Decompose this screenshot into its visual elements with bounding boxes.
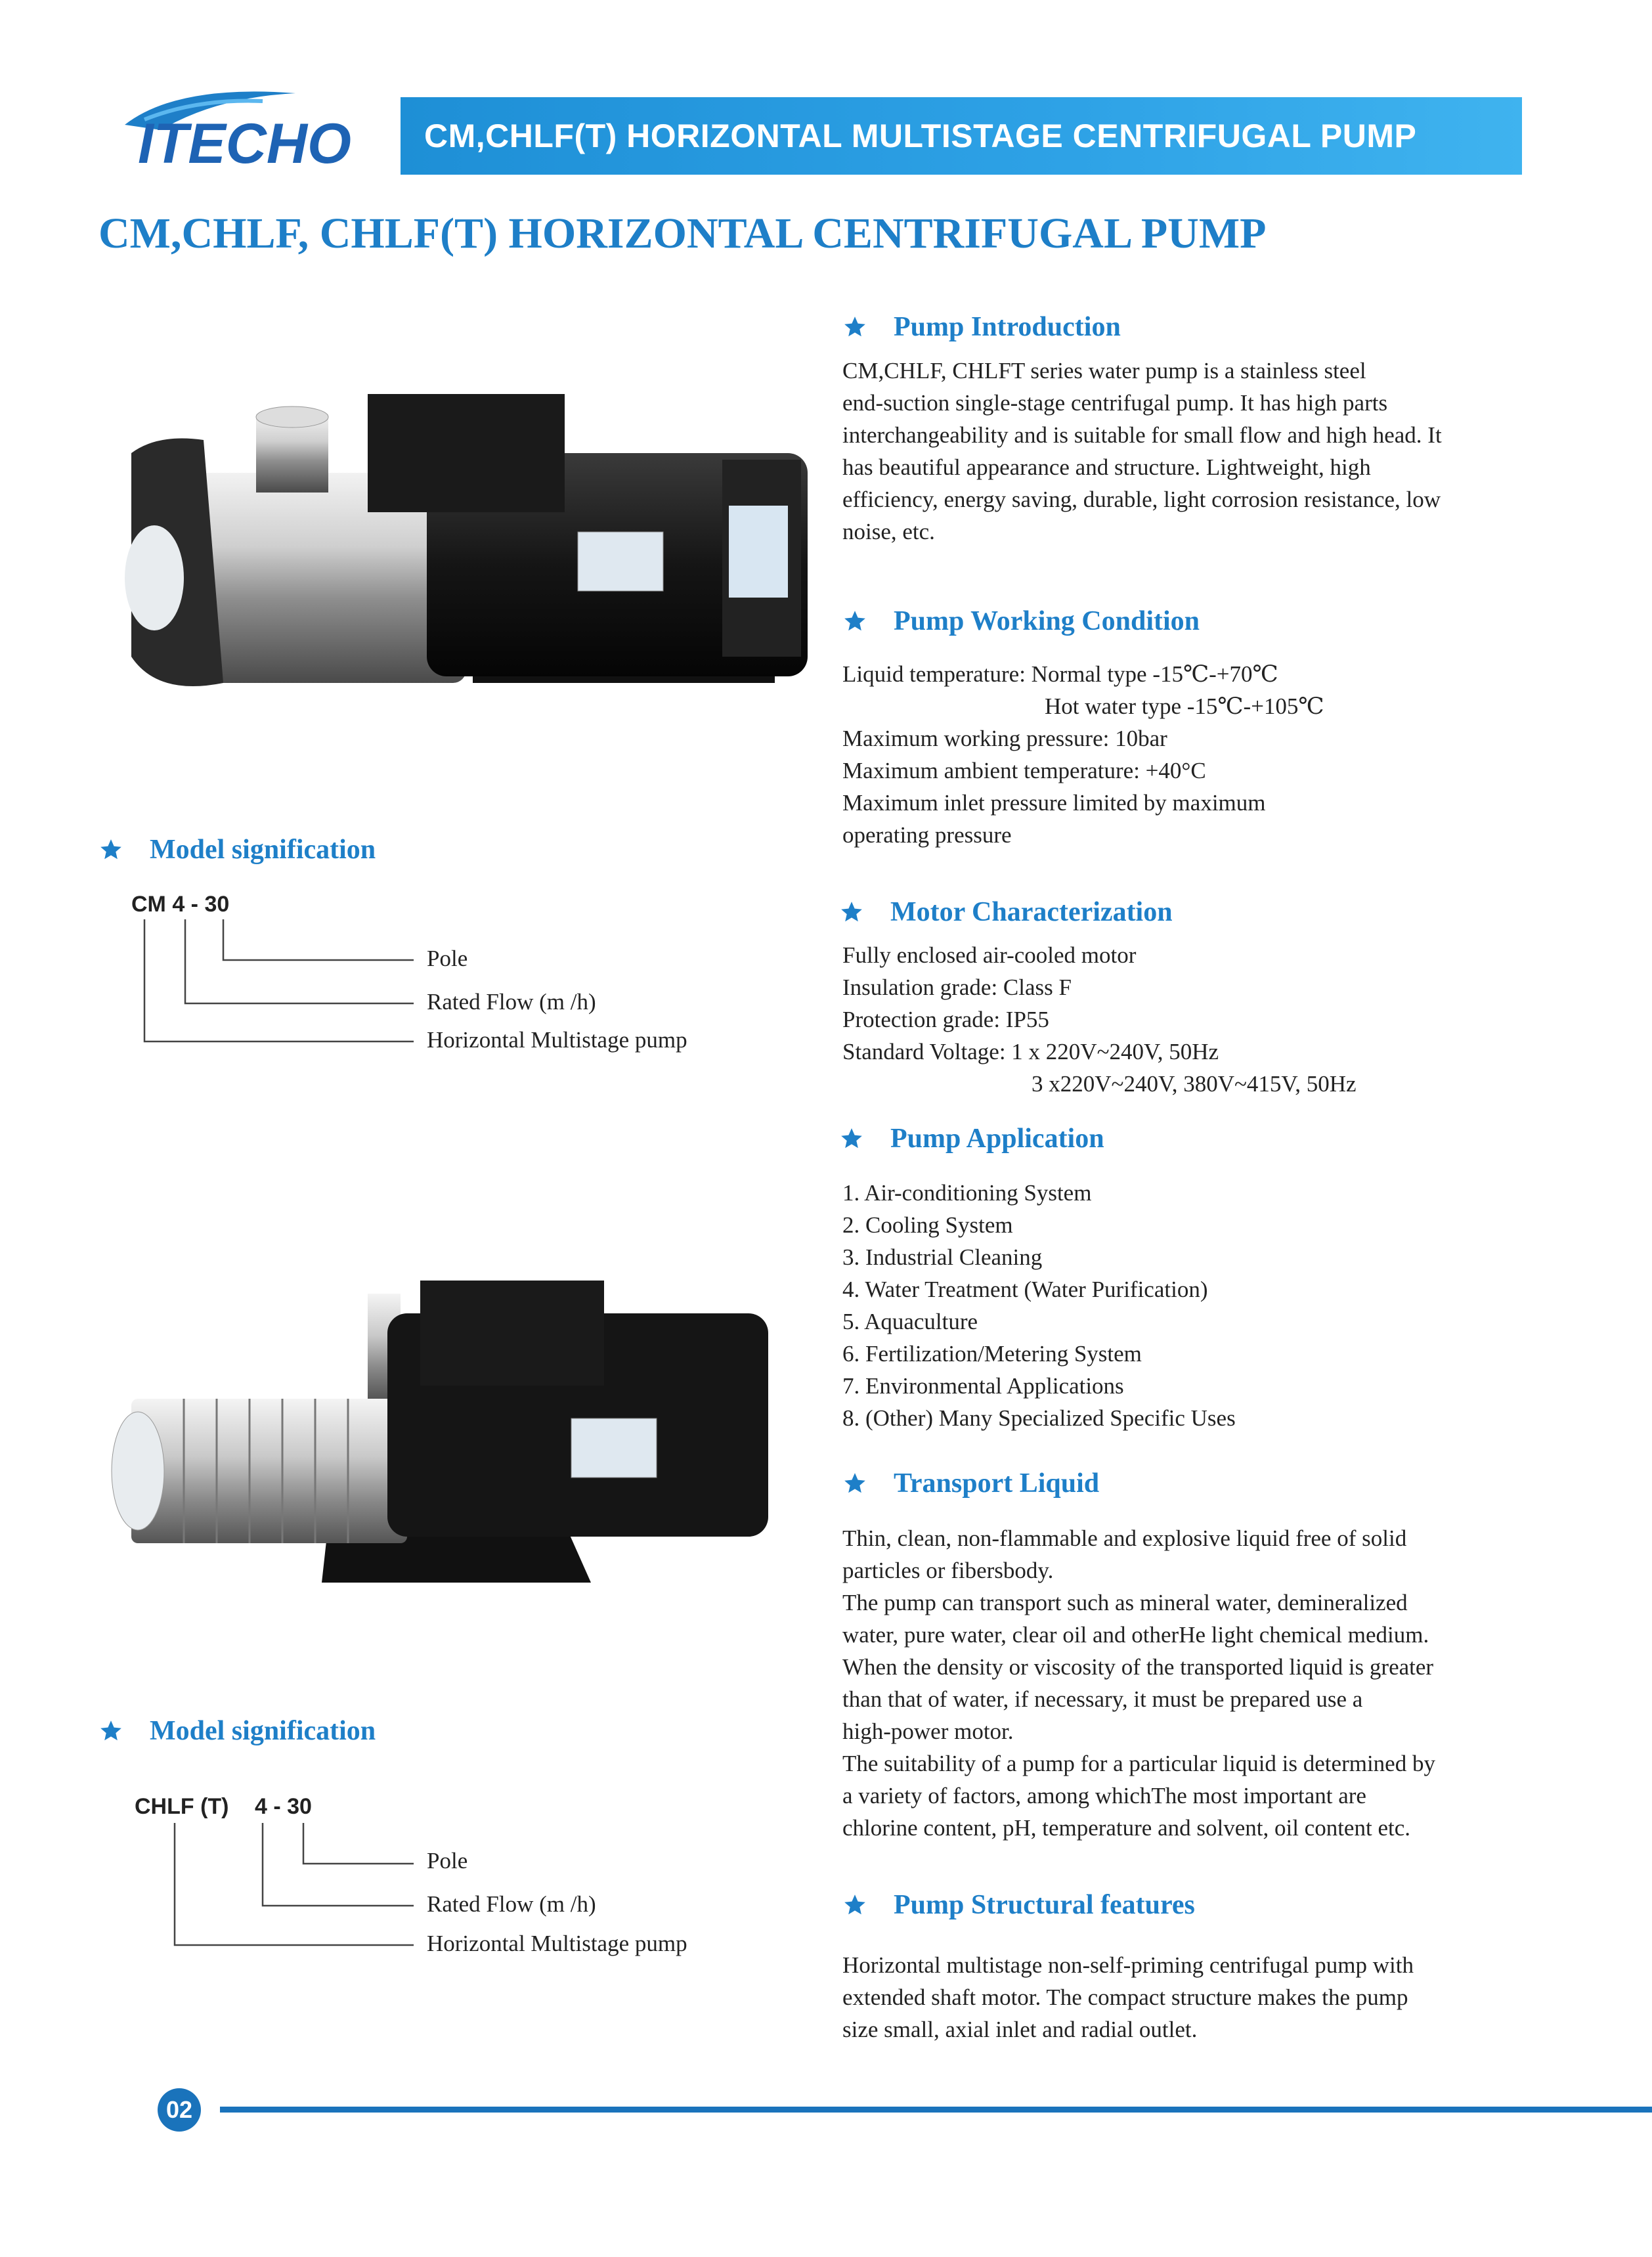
text-line: extended shaft motor. The compact structure makes the pump [842, 1984, 1408, 2010]
model-diagram-lines-cm [131, 919, 420, 1051]
text-line: operating pressure [842, 822, 1012, 848]
list-item: 1. Air-conditioning System [842, 1180, 1092, 1206]
model-code-chlf-b: 4 - 30 [255, 1794, 312, 1819]
page-number: 02 [158, 2088, 201, 2132]
text-line: noise, etc. [842, 519, 935, 544]
pump-introduction-text [842, 355, 1617, 548]
model-label-pole: Pole [427, 1848, 468, 1874]
transport-liquid-heading [842, 1468, 1099, 1499]
list-item: 8. (Other) Many Specialized Specific Uses [842, 1405, 1236, 1431]
model-label-type: Horizontal Multistage pump [427, 1931, 687, 1956]
heading-text: Pump Structural features [894, 1890, 1195, 1920]
text-line: Thin, clean, non-flammable and explosive liquid free of solid [842, 1525, 1407, 1551]
list-item: 7. Environmental Applications [842, 1373, 1124, 1399]
logo-text: ITECHO [138, 112, 351, 175]
text-line: 3 x220V~240V, 380V~415V, 50Hz [1032, 1071, 1357, 1097]
heading-text: Pump Introduction [894, 312, 1121, 342]
text-line: has beautiful appearance and structure. Lightweight, high [842, 454, 1371, 480]
pump-structural-features-heading [842, 1889, 1195, 1921]
model-code-cm: CM 4 - 30 [131, 892, 230, 917]
model-diagram-lines-chlf [164, 1823, 420, 1954]
star-icon [842, 1471, 867, 1496]
text-line: a variety of factors, among whichThe most important are [842, 1783, 1366, 1808]
text-line: Liquid temperature: Normal type -15℃-+70℃ [842, 661, 1278, 687]
star-icon [839, 1126, 864, 1151]
footer-divider [220, 2107, 1652, 2113]
motor-characterization-text [842, 939, 1617, 1100]
text-line: Protection grade: IP55 [842, 1007, 1049, 1032]
page-title: CM,CHLF, CHLF(T) HORIZONTAL CENTRIFUGAL PUMP [98, 209, 1267, 257]
text-line: CM,CHLF, CHLFT series water pump is a stainless steel [842, 358, 1366, 383]
text-line: high-power motor. [842, 1719, 1014, 1744]
pump-introduction-heading [842, 311, 1121, 343]
text-line: Horizontal multistage non-self-priming centrifugal pump with [842, 1952, 1414, 1978]
model-label-flow: Rated Flow (m /h) [427, 1891, 596, 1917]
motor-characterization-heading [839, 896, 1173, 928]
list-item: 2. Cooling System [842, 1212, 1013, 1238]
text-line: Fully enclosed air-cooled motor [842, 942, 1137, 968]
model-label-type: Horizontal Multistage pump [427, 1027, 687, 1053]
star-icon [842, 315, 867, 340]
pump-working-condition-heading [842, 605, 1200, 637]
text-line: The suitability of a pump for a particular liquid is determined by [842, 1751, 1435, 1776]
text-line: chlorine content, pH, temperature and solvent, oil content etc. [842, 1815, 1410, 1841]
model-code-chlf-a: CHLF (T) [135, 1794, 229, 1819]
list-item: 3. Industrial Cleaning [842, 1244, 1043, 1270]
pump-application-heading [839, 1123, 1104, 1154]
heading-text: Model signification [150, 835, 376, 865]
text-line: size small, axial inlet and radial outlet. [842, 2017, 1198, 2042]
text-line: Standard Voltage: 1 x 220V~240V, 50Hz [842, 1039, 1219, 1064]
text-line: Maximum working pressure: 10bar [842, 726, 1167, 751]
text-line: water, pure water, clear oil and otherHe light chemical medium. [842, 1622, 1429, 1648]
model-label-flow: Rated Flow (m /h) [427, 989, 596, 1015]
star-icon [98, 837, 123, 862]
list-item: 5. Aquaculture [842, 1309, 978, 1334]
pump-working-condition-text [842, 658, 1617, 851]
text-line: end-suction single-stage centrifugal pump. It has high parts [842, 390, 1388, 416]
list-item: 6. Fertilization/Metering System [842, 1341, 1142, 1367]
model-signification-heading-cm [98, 834, 376, 866]
text-line: particles or fibersbody. [842, 1558, 1054, 1583]
cm-pump-image [118, 368, 814, 722]
pump-structural-features-text [842, 1949, 1630, 2046]
heading-text: Motor Characterization [890, 897, 1173, 927]
heading-text: Pump Application [890, 1124, 1104, 1154]
text-line: When the density or viscosity of the transported liquid is greater [842, 1654, 1434, 1680]
itecho-logo [98, 79, 387, 177]
star-icon [842, 1893, 867, 1917]
heading-text: Transport Liquid [894, 1468, 1100, 1499]
model-label-pole: Pole [427, 946, 468, 971]
heading-text: Pump Working Condition [894, 606, 1200, 636]
chlf-pump-image [112, 1274, 775, 1615]
text-line: The pump can transport such as mineral water, demineralized [842, 1590, 1408, 1615]
text-line: Maximum ambient temperature: +40°C [842, 758, 1206, 783]
header-banner: CM,CHLF(T) HORIZONTAL MULTISTAGE CENTRIFUGAL PUMP [401, 97, 1522, 175]
text-line: interchangeability and is suitable for small flow and high head. It [842, 422, 1442, 448]
pump-application-list [842, 1177, 1617, 1434]
model-signification-heading-chlf [98, 1715, 376, 1747]
star-icon [98, 1719, 123, 1743]
text-line: Hot water type -15℃-+105℃ [1045, 693, 1324, 719]
transport-liquid-text [842, 1522, 1630, 1844]
star-icon [839, 900, 864, 925]
text-line: Maximum inlet pressure limited by maximum [842, 790, 1266, 816]
list-item: 4. Water Treatment (Water Purification) [842, 1277, 1208, 1302]
text-line: Insulation grade: Class F [842, 975, 1072, 1000]
text-line: efficiency, energy saving, durable, light corrosion resistance, low [842, 487, 1441, 512]
star-icon [842, 609, 867, 634]
heading-text: Model signification [150, 1716, 376, 1746]
text-line: than that of water, if necessary, it must be prepared use a [842, 1686, 1363, 1712]
